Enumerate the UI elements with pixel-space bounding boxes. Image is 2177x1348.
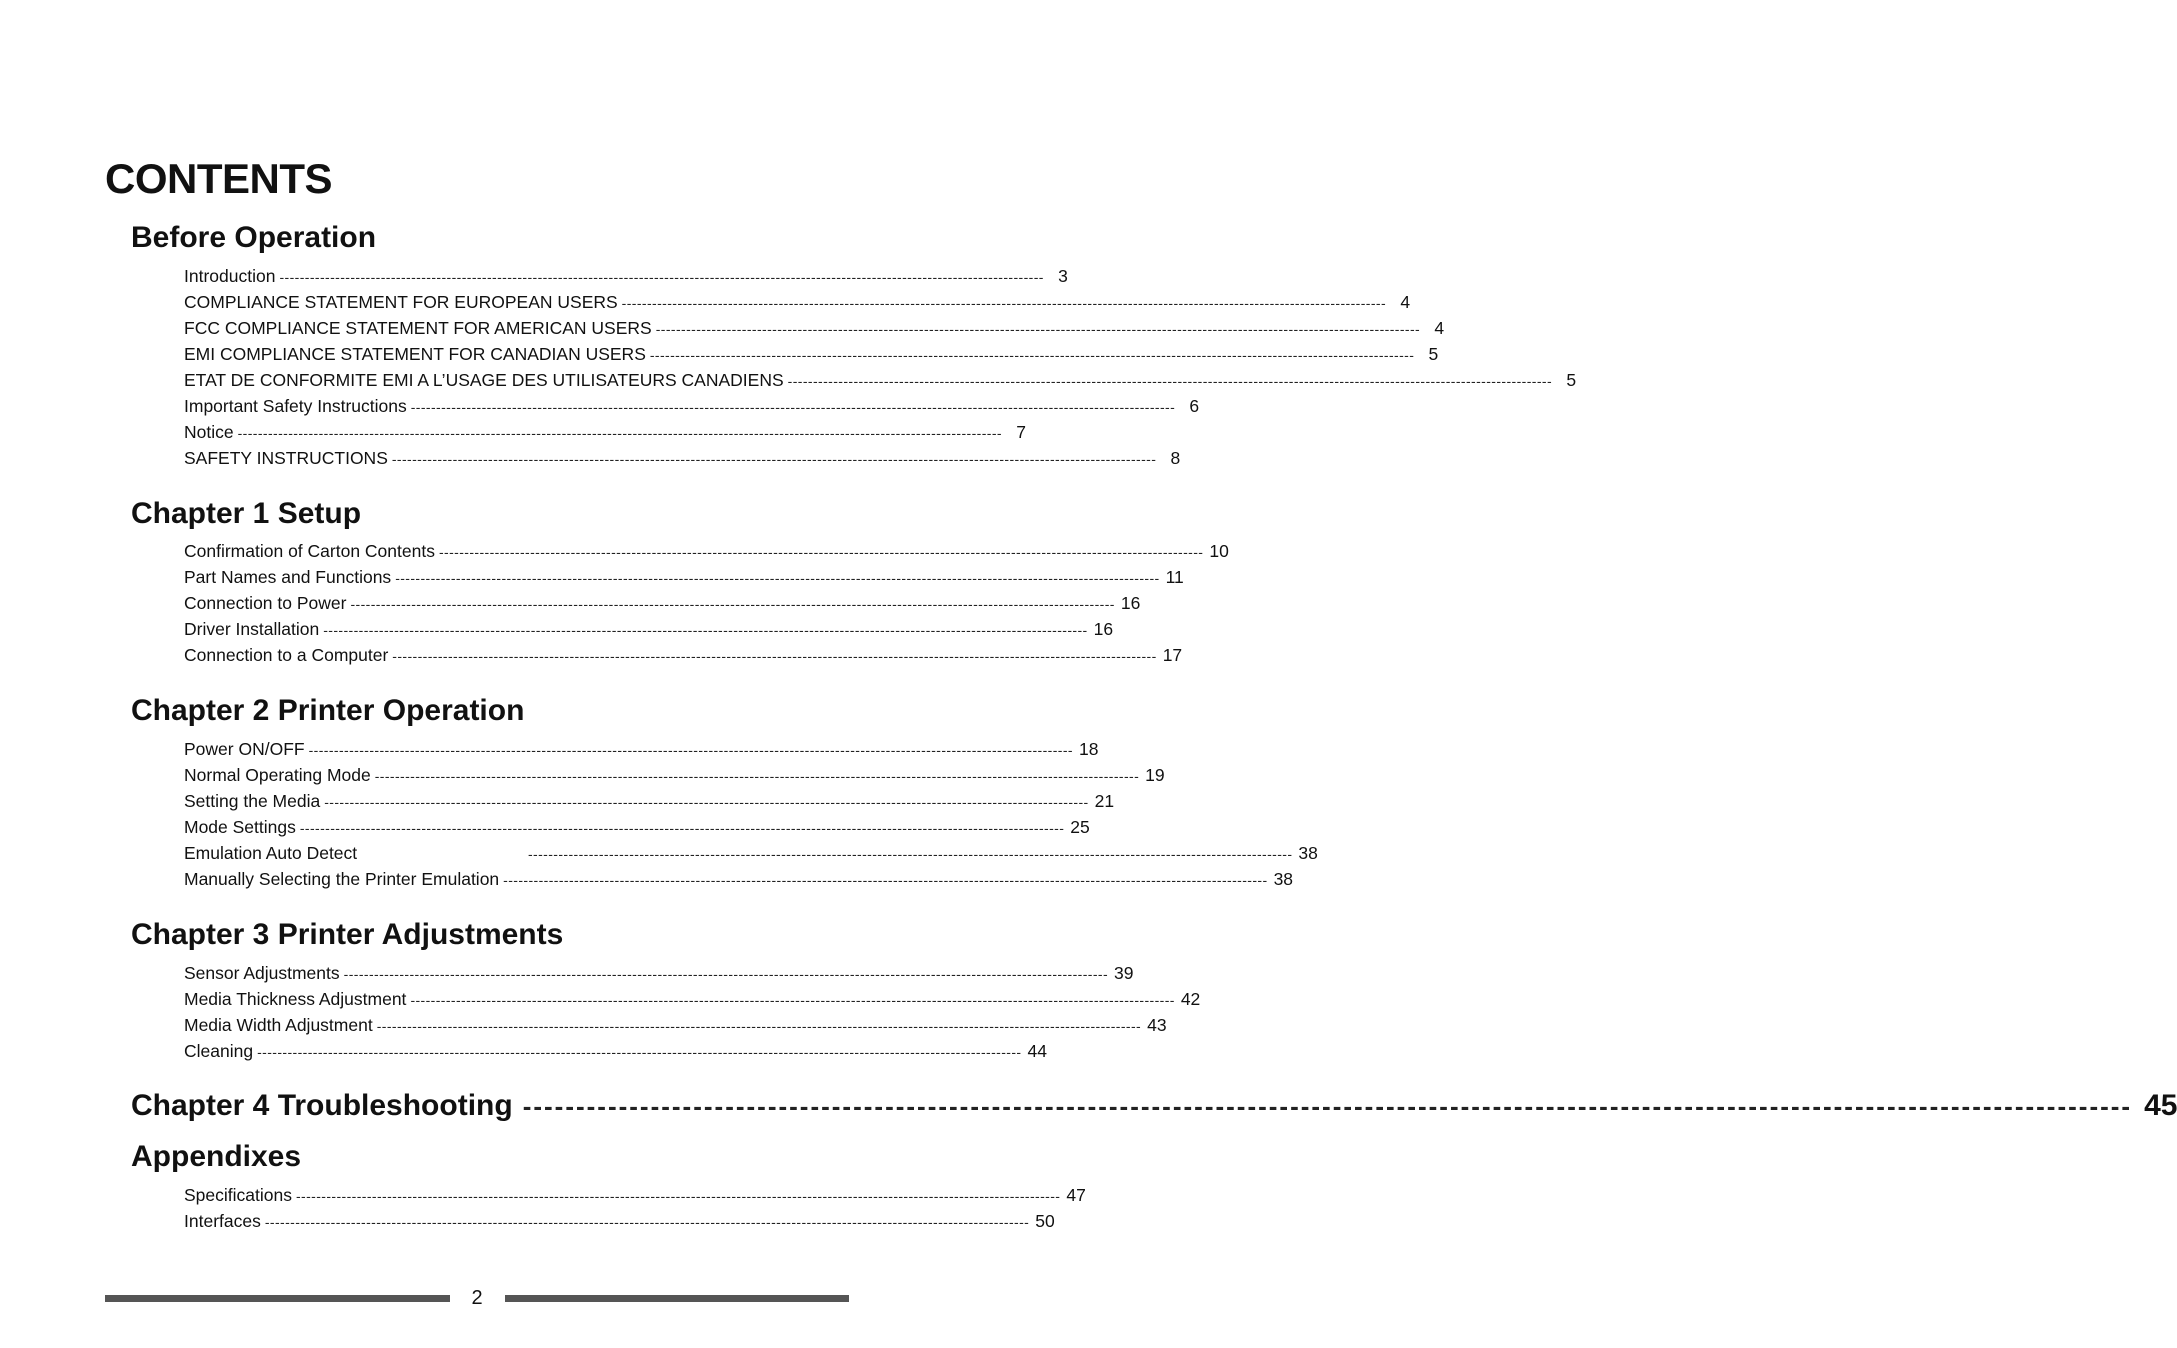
toc-entry[interactable] — [184, 986, 1201, 1012]
toc-entry-page: 16 — [1093, 619, 1114, 639]
toc-entry[interactable] — [184, 367, 1577, 393]
toc-entry-page: 4 — [1400, 292, 1411, 312]
toc-entry-page: 47 — [1066, 1185, 1086, 1205]
toc-entry[interactable] — [184, 1012, 1167, 1038]
toc-entry[interactable] — [184, 1208, 1055, 1234]
toc-entry-page: 21 — [1094, 791, 1115, 811]
toc-entry-title: Notice — [184, 422, 234, 442]
dot-leader: ------------------------------------------------------------------------------------------------------------------------------------------------------- — [324, 794, 1089, 810]
toc-entry-title: Confirmation of Carton Contents — [184, 541, 435, 561]
toc-entry-title: Connection to Power — [184, 593, 347, 613]
dot-leader: ------------------------------------------------------------------------------------------------------------------------------------------------------- — [308, 742, 1073, 758]
dot-leader: ------------------------------------------------------------------------------------------------------------------------------------------------------- — [655, 321, 1421, 337]
toc-entry-page: 8 — [1170, 448, 1181, 468]
dot-leader: ------------------------------------------------------------------------------------------------------------------------------------------------------- — [323, 622, 1088, 638]
dot-leader: ------------------------------------------------------------------------------------------------------------------------------------------------------- — [522, 1091, 2133, 1121]
toc-entry[interactable] — [184, 315, 1445, 341]
section-heading-chapter-2: Chapter 2 Printer Operation — [131, 694, 525, 727]
toc-entry-chapter-4[interactable] — [131, 1086, 2177, 1126]
toc-entry-title: Interfaces — [184, 1211, 261, 1231]
toc-entry-title: Normal Operating Mode — [184, 765, 371, 785]
toc-entry-title: Manually Selecting the Printer Emulation — [184, 869, 500, 889]
toc-entry-page: 3 — [1058, 266, 1068, 286]
toc-entry-page: 10 — [1209, 541, 1229, 561]
toc-entry-title: Important Safety Instructions — [184, 396, 407, 416]
toc-list-appendixes — [184, 1182, 1086, 1234]
toc-entry-page: 18 — [1078, 739, 1099, 759]
toc-entry-title: Part Names and Functions — [184, 567, 392, 587]
toc-entry[interactable] — [184, 840, 1318, 866]
toc-entry-title: COMPLIANCE STATEMENT FOR EUROPEAN USERS — [184, 292, 618, 312]
section-heading-chapter-3: Chapter 3 Printer Adjustments — [131, 918, 564, 951]
dot-leader: ------------------------------------------------------------------------------------------------------------------------------------------------------- — [264, 1214, 1030, 1230]
dot-leader: ------------------------------------------------------------------------------------------------------------------------------------------------------- — [279, 269, 1044, 285]
toc-entry-title: Mode Settings — [184, 817, 296, 837]
toc-entry-title: Power ON/OFF — [184, 739, 305, 759]
toc-entry-page: 45 — [2144, 1089, 2177, 1122]
toc-entry[interactable] — [184, 564, 1184, 590]
toc-entry-title: Cleaning — [184, 1041, 254, 1061]
toc-entry-page: 17 — [1162, 645, 1183, 665]
toc-entry[interactable] — [184, 736, 1099, 762]
dot-leader: ------------------------------------------------------------------------------------------------------------------------------------------------------- — [257, 1044, 1022, 1060]
toc-entry[interactable] — [184, 263, 1068, 289]
toc-entry[interactable] — [184, 616, 1114, 642]
toc-entry-title: Media Thickness Adjustment — [184, 989, 407, 1009]
dot-leader: ------------------------------------------------------------------------------------------------------------------------------------------------------- — [787, 373, 1553, 389]
toc-entry[interactable] — [184, 419, 1026, 445]
toc-entry-page: 6 — [1189, 396, 1200, 416]
toc-entry-page: 50 — [1035, 1211, 1055, 1231]
toc-entry-page: 7 — [1016, 422, 1026, 442]
toc-entry[interactable] — [184, 1038, 1047, 1064]
page-number: 2 — [471, 1287, 483, 1309]
toc-entry-page: 43 — [1147, 1015, 1167, 1035]
dot-leader: ------------------------------------------------------------------------------------------------------------------------------------------------------- — [649, 347, 1415, 363]
dot-leader: ------------------------------------------------------------------------------------------------------------------------------------------------------- — [376, 1018, 1142, 1034]
toc-entry[interactable] — [184, 445, 1181, 471]
toc-list-chapter-2 — [184, 736, 1318, 892]
toc-list-chapter-1 — [184, 538, 1229, 668]
toc-entry-title: EMI COMPLIANCE STATEMENT FOR CANADIAN USERS — [184, 344, 646, 364]
toc-entry-page: 11 — [1165, 567, 1184, 587]
toc-entry[interactable] — [184, 960, 1134, 986]
toc-entry-title: Sensor Adjustments — [184, 963, 340, 983]
toc-entry[interactable] — [184, 538, 1229, 564]
page-title: CONTENTS — [105, 155, 332, 202]
dot-leader: ------------------------------------------------------------------------------------------------------------------------------------------------------- — [621, 295, 1387, 311]
toc-entry-title: Introduction — [184, 266, 276, 286]
toc-entry-title: Specifications — [184, 1185, 292, 1205]
toc-entry-page: 44 — [1027, 1041, 1047, 1061]
section-heading-chapter-1: Chapter 1 Setup — [131, 497, 362, 530]
dot-leader: ------------------------------------------------------------------------------------------------------------------------------------------------------- — [237, 425, 1002, 441]
toc-entry[interactable] — [184, 289, 1411, 315]
dot-leader: ------------------------------------------------------------------------------------------------------------------------------------------------------- — [392, 648, 1157, 664]
toc-entry-page: 19 — [1145, 765, 1165, 785]
dot-leader: ------------------------------------------------------------------------------------------------------------------------------------------------------- — [438, 544, 1204, 560]
dot-leader: ------------------------------------------------------------------------------------------------------------------------------------------------------- — [395, 570, 1160, 586]
toc-entry-page: 42 — [1180, 989, 1201, 1009]
toc-entry-page: 38 — [1273, 869, 1294, 889]
dot-leader: ------------------------------------------------------------------------------------------------------------------------------------------------------- — [410, 399, 1176, 415]
toc-entry[interactable] — [184, 393, 1200, 419]
toc-entry-title: Driver Installation — [184, 619, 320, 639]
dot-leader: ------------------------------------------------------------------------------------------------------------------------------------------------------- — [299, 820, 1065, 836]
dot-leader: ------------------------------------------------------------------------------------------------------------------------------------------------------- — [295, 1188, 1061, 1204]
footer-bar-right — [505, 1295, 849, 1302]
dot-leader: ------------------------------------------------------------------------------------------------------------------------------------------------------- — [503, 872, 1268, 888]
toc-entry-title: Emulation Auto Detect — [184, 843, 358, 863]
footer-bar-left — [105, 1295, 450, 1302]
dot-leader: ------------------------------------------------------------------------------------------------------------------------------------------------------- — [528, 846, 1293, 862]
toc-entry[interactable] — [184, 762, 1165, 788]
toc-entry[interactable] — [184, 590, 1141, 616]
toc-entry[interactable] — [184, 341, 1439, 367]
toc-entry-page: 5 — [1428, 344, 1439, 364]
toc-entry-page: 38 — [1298, 843, 1318, 863]
toc-entry-title: Connection to a Computer — [184, 645, 389, 665]
toc-entry-title: SAFETY INSTRUCTIONS — [184, 448, 388, 468]
toc-entry-page: 16 — [1120, 593, 1141, 613]
toc-entry-page: 4 — [1434, 318, 1445, 338]
dot-leader: ------------------------------------------------------------------------------------------------------------------------------------------------------- — [350, 596, 1115, 612]
toc-entry-title: Setting the Media — [184, 791, 321, 811]
toc-entry[interactable] — [184, 642, 1183, 668]
toc-entry-title: ETAT DE CONFORMITE EMI A L’USAGE DES UTILISATEURS CANADIENS — [184, 370, 784, 390]
toc-entry-page: 5 — [1566, 370, 1577, 390]
toc-entry-title: FCC COMPLIANCE STATEMENT FOR AMERICAN USERS — [184, 318, 652, 338]
dot-leader: ------------------------------------------------------------------------------------------------------------------------------------------------------- — [343, 966, 1109, 982]
toc-entry[interactable] — [184, 866, 1294, 892]
toc-entry[interactable] — [184, 814, 1090, 840]
toc-list-chapter-3 — [184, 960, 1201, 1064]
toc-entry-title: Media Width Adjustment — [184, 1015, 373, 1035]
toc-list-before-operation — [184, 263, 1577, 471]
toc-entry[interactable] — [184, 1182, 1086, 1208]
section-heading-before-operation: Before Operation — [131, 221, 377, 254]
toc-entry[interactable] — [184, 788, 1115, 814]
toc-entry-page: 39 — [1114, 963, 1134, 983]
toc-entry-page: 25 — [1070, 817, 1090, 837]
dot-leader: ------------------------------------------------------------------------------------------------------------------------------------------------------- — [374, 768, 1140, 784]
dot-leader: ------------------------------------------------------------------------------------------------------------------------------------------------------- — [391, 451, 1157, 467]
section-heading-chapter-4: Chapter 4 Troubleshooting — [131, 1089, 513, 1122]
dot-leader: ------------------------------------------------------------------------------------------------------------------------------------------------------- — [410, 992, 1175, 1008]
section-heading-appendixes: Appendixes — [131, 1140, 302, 1173]
